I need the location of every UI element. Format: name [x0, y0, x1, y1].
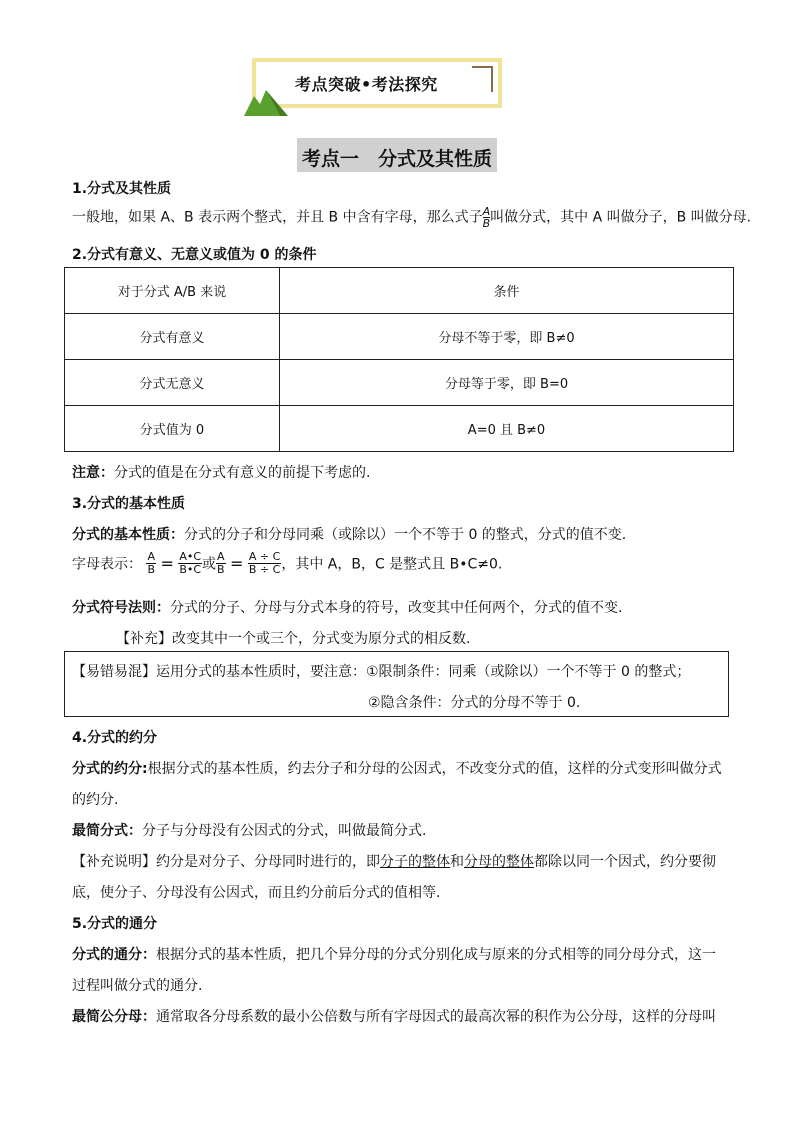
equals-sign: = — [230, 554, 244, 573]
text-part: 叫做分式，其中 A 叫做分子，B 叫做分母. — [490, 209, 752, 226]
definition-text: 根据分式的基本性质，约去分子和分母的公因式，不改变分式的值，这样的分式变形叫做分式 — [147, 761, 722, 777]
page-heading: 考点一 分式及其性质 — [301, 148, 492, 170]
property-text: 分式的分子和分母同乘（或除以）一个不等于 0 的整式，分式的值不变. — [184, 527, 627, 543]
underlined-term: 分子的整体 — [380, 854, 450, 870]
definition-text: 根据分式的基本性质，把几个异分母的分式分别化成与原来的分式相等的同分母分式，这一 — [156, 947, 716, 963]
banner-title: 考点突破•考法探究 — [295, 75, 438, 94]
fraction: $\frac{A}{B}$ — [217, 550, 225, 576]
section-title: 2.分式有意义、无意义或值为 0 的条件 — [72, 247, 317, 263]
definition-label: 最简分式： — [72, 823, 142, 839]
definition-text: 分子与分母没有公因式的分式，叫做最简分式. — [142, 823, 427, 839]
table-cell: 分式有意义 — [65, 314, 280, 360]
banner-decoration — [472, 66, 493, 68]
reduction-definition — [72, 758, 722, 778]
lcd-line — [72, 1006, 716, 1026]
section-title: 5.分式的通分 — [72, 916, 158, 932]
table-row — [65, 314, 734, 360]
table-cell: 分式无意义 — [65, 360, 280, 406]
simplest-fraction-line — [72, 820, 426, 840]
property-label: 分式的基本性质： — [72, 527, 184, 543]
equals-sign: = — [160, 554, 174, 573]
banner-decoration — [491, 66, 493, 92]
table-row — [65, 360, 734, 406]
definition-text: 通常取各分母系数的最小公倍数与所有字母因式的最高次幂的积作为公分母，这样的分母叫 — [156, 1009, 716, 1025]
supplement-note-cont: 底，使分子、分母没有公因式，而且约分前后分式的值相等. — [72, 885, 441, 901]
section-title: 1.分式及其性质 — [72, 181, 172, 197]
table-cell: 分母不等于零，即 B≠0 — [280, 314, 734, 360]
or-text: 或 — [202, 556, 217, 573]
note-line — [72, 462, 370, 482]
table-header-row — [65, 268, 734, 314]
table-cell: A=0 且 B≠0 — [280, 406, 734, 452]
section-title: 4.分式的约分 — [72, 730, 158, 746]
table-cell: 分式值为 0 — [65, 406, 280, 452]
caution-line-1: 【易错易混】运用分式的基本性质时，要注意：①限制条件：同乘（或除以）一个不等于 0 的整式； — [72, 664, 691, 680]
fraction: $\frac{A•C}{B•C}$ — [179, 550, 202, 576]
table-cell: 分母等于零，即 B=0 — [280, 360, 734, 406]
formula-line — [72, 551, 502, 576]
sign-rule-label: 分式符号法则： — [72, 600, 170, 616]
fraction: $\frac{A \div C}{B \div C}$ — [248, 550, 281, 576]
property-line — [72, 524, 626, 544]
section-title: 3.分式的基本性质 — [72, 496, 186, 512]
fraction: $\frac{A}{B}$ — [147, 550, 155, 576]
supplement-note: 【补充说明】约分是对分子、分母同时进行的，即分子的整体和分母的整体都除以同一个因式，约分要彻 — [72, 854, 716, 870]
table-header-cell: 条件 — [280, 268, 734, 314]
definition-line — [72, 206, 751, 229]
mountain-icon — [244, 88, 288, 116]
note-label: 注意： — [72, 465, 114, 481]
underlined-term: 分母的整体 — [464, 854, 534, 870]
conditions-table — [64, 267, 734, 452]
caution-line-2: ②隐含条件：分式的分母不等于 0. — [368, 695, 581, 711]
sign-rule-text: 分式的分子、分母与分式本身的符号，改变其中任何两个，分式的值不变. — [170, 600, 623, 616]
definition-label: 分式的通分： — [72, 947, 156, 963]
text-part: 一般地，如果 A、B 表示两个整式，并且 B 中含有字母，那么式子 — [72, 209, 483, 226]
fraction: $\frac{A}{B}$ — [482, 205, 491, 230]
formula-tail: ，其中 A，B，C 是整式且 B•C≠0. — [281, 556, 503, 573]
table-row — [65, 406, 734, 452]
sign-rule-line — [72, 597, 622, 617]
definition-label: 分式的约分: — [72, 761, 148, 777]
table-header-cell: 对于分式 A/B 来说 — [65, 268, 280, 314]
note-text: 分式的值是在分式有意义的前提下考虑的. — [114, 465, 371, 481]
definition-label: 最简公分母： — [72, 1009, 156, 1025]
reduction-definition-cont: 的约分. — [72, 792, 119, 808]
common-denominator-definition — [72, 944, 716, 964]
formula-label: 字母表示： — [72, 556, 142, 573]
supplement-line: 【补充】改变其中一个或三个，分式变为原分式的相反数. — [116, 631, 471, 647]
common-denominator-definition-cont: 过程叫做分式的通分. — [72, 978, 203, 994]
